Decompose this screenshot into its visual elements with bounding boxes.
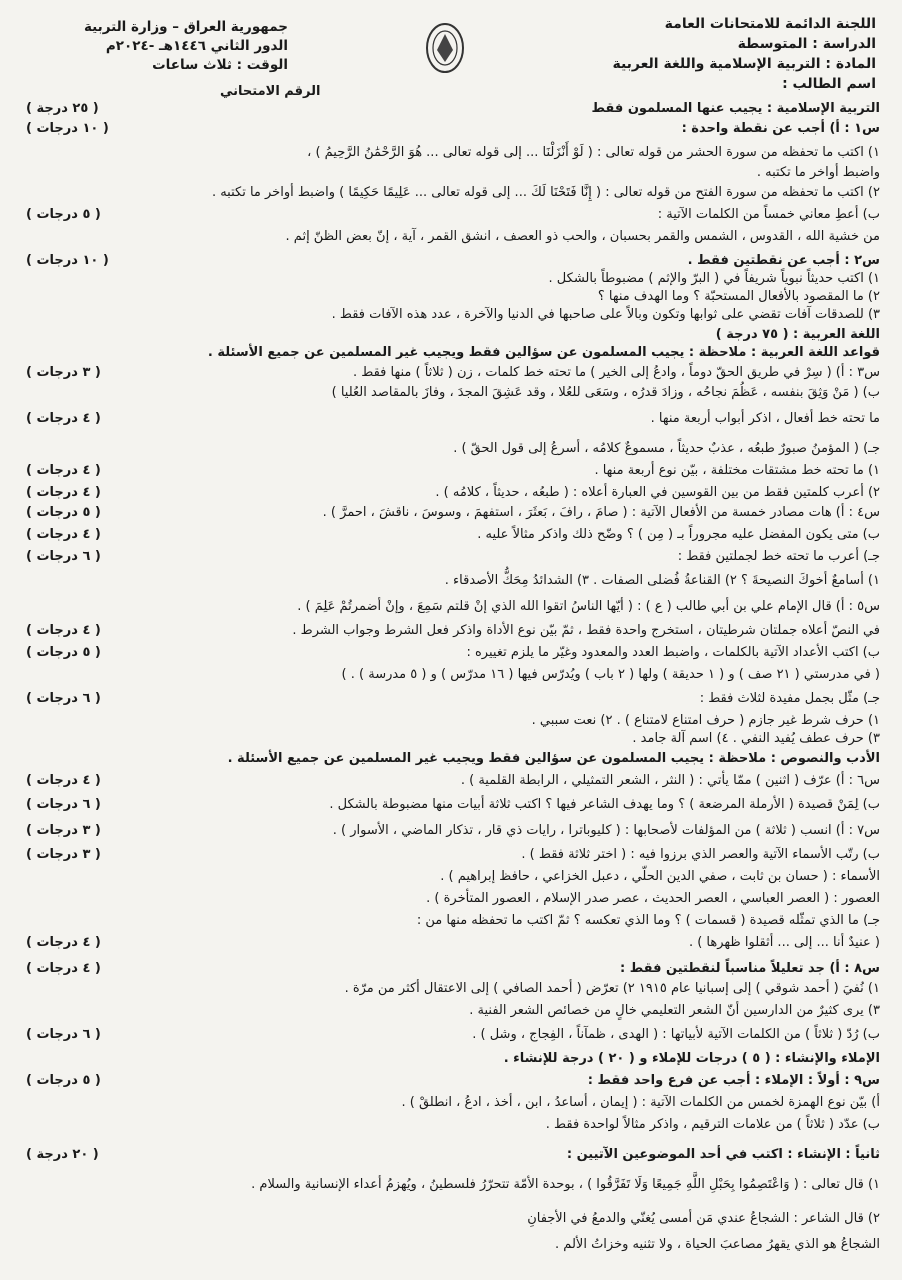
question-text: جـ) ما الذي تمثّله قصيدة ( قسمات ) ؟ وما الذي تعكسه ؟ ثمّ اكتب ما تحفظه منها من : bbox=[416, 913, 880, 928]
question-text: س٧ : أ) انسب ( ثلاثة ) من المؤلفات لأصحابها : ( كليوباترا ، رايات ذي قار ، تذكار الماضي ، الأسوار ) . bbox=[332, 823, 880, 838]
question-text: ١) حرف شرط غير جازم ( حرف امتناع لامتناع ) . ٢) نعت سببي . bbox=[531, 713, 880, 728]
question-text: الشجاعُ هو الذي يقهرُ مصاعبَ الحياة ، ولا تثنيه وخزاتُ الألم . bbox=[555, 1237, 880, 1252]
question-text: ب) رتّب الأسماء الآتية والعصر الذي برزوا فيه : ( اختر ثلاثة فقط ) . bbox=[521, 847, 880, 862]
question-text: ٢) قال الشاعر : الشجاعُ عندي مَن أمسى يُغنّي والدمعُ في الأجفانِ bbox=[527, 1211, 880, 1226]
question-text: التربية الإسلامية : يجيب عنها المسلمون فقط bbox=[591, 101, 880, 116]
question-text: ١) اكتب ما تحفظه من سورة الحشر من قوله تعالى : ( لَوْ أَنْزَلْنَا ... إلى قوله تعالى ... هُوَ الرَّحْمَٰنُ الرَّحِيمُ ) ، bbox=[307, 145, 880, 160]
marks-label: ( ١٠ درجات ) bbox=[26, 253, 109, 268]
question-text: ب) متى يكون المفضل عليه مجروراً بـ ( مِن ) ؟ وضّح ذلك واذكر مثالاً عليه . bbox=[477, 527, 880, 542]
question-text: ١) ما تحته خط مشتقات مختلفة ، بيّن نوع أربعة منها . bbox=[594, 463, 880, 478]
question-text: ٢) ما المقصود بالأفعال المستحبّة ؟ وما الهدف منها ؟ bbox=[597, 289, 880, 304]
marks-label: ( ٤ درجات ) bbox=[26, 527, 101, 542]
header-left-line: جمهورية العراق – وزارة التربية bbox=[83, 19, 288, 35]
marks-label: ( ٤ درجات ) bbox=[26, 463, 101, 478]
header-right bbox=[576, 14, 876, 94]
marks-label: ( ٣ درجات ) bbox=[26, 823, 101, 838]
question-text: ثانياً : الإنشاء : اكتب في أحد الموضوعين الآتيين : bbox=[566, 1147, 880, 1162]
question-text: ب) أعطِ معاني خمساً من الكلمات الآتية : bbox=[657, 207, 880, 222]
marks-label: ( ٤ درجات ) bbox=[26, 773, 101, 788]
question-text: العصور : ( العصر العباسي ، العصر الحديث ، عصر صدر الإسلام ، العصور المتأخرة ) . bbox=[426, 891, 880, 906]
header-left bbox=[28, 18, 288, 75]
marks-label: ( ٥ درجات ) bbox=[26, 1073, 101, 1088]
question-text: واضبط أواخر ما تكتبه . bbox=[756, 165, 880, 180]
question-text: ٣) يرى كثيرٌ من الدارسين أنّ الشعر التعليمي خالٍ من خصائص الشعر الفنية . bbox=[469, 1003, 880, 1018]
question-text: س٨ : أ) جد تعليلاً مناسباً لنقطتين فقط : bbox=[620, 961, 880, 976]
question-text: ٢) أعرب كلمتين فقط من بين القوسين في العبارة أعلاه : ( طبعُه ، حديثاً ، كلامُه ) . bbox=[435, 485, 880, 500]
question-text: من خشية الله ، القدوس ، الشمس والقمر بحسبان ، والحب ذو العصف ، انشق القمر ، آية ، إنّ بعض الظنّ إثم . bbox=[285, 229, 880, 244]
question-text: ب) لِمَنْ قصيدة ( الأرملة المرضعة ) ؟ وما يهدف الشاعر فيها ؟ اكتب ثلاثة أبيات منها مضبوطة بالشكل . bbox=[329, 797, 880, 812]
question-text: ( في مدرستي ( ٢١ صف ) و ( ١ حديقة ) ولها ( ٢ باب ) ويُدرّس فيها ( ١٦ مدرّس ) و ( ٥ مدرسة ) . ) bbox=[341, 667, 880, 682]
question-text: جـ) مثّل بجمل مفيدة لثلاث فقط : bbox=[699, 691, 880, 706]
question-text: أ) بيّن نوع الهمزة لخمس من الكلمات الآتية : ( إيمان ، أساعدُ ، ابن ، أخذ ، ادعُ ، انطلقْ ) . bbox=[401, 1095, 880, 1110]
marks-label: ( ٤ درجات ) bbox=[26, 485, 101, 500]
question-text: ٢) اكتب ما تحفظه من سورة الفتح من قوله تعالى : ( إِنَّا فَتَحْنَا لَكَ ... إلى قوله تعالى ... عَلِيمًا حَكِيمًا ) واضبط أواخر ما تكتبه . bbox=[211, 185, 880, 200]
question-text: ١) اكتب حديثاً نبوياً شريفاً في ( البرّ والإثم ) مضبوطاً بالشكل . bbox=[548, 271, 880, 286]
question-text: س٤ : أ) هات مصادر خمسة من الأفعال الآتية : ( صامَ ، رافَ ، بَعثَرَ ، استفهمَ ، وسوسَ ، ناقشَ ، احمرَّ ) . bbox=[322, 505, 880, 520]
marks-label: ( ٦ درجات ) bbox=[26, 1027, 101, 1042]
question-text: جـ) أعرب ما تحته خط لجملتين فقط : bbox=[677, 549, 880, 564]
question-text: ٣) للصدقات آفات تقضي على ثوابها وتكون وبالاً على صاحبها في الدنيا والآخرة ، عدد هذه الآفات فقط . bbox=[331, 307, 880, 322]
question-text: س٢ : أجب عن نقطتين فقط . bbox=[687, 253, 880, 268]
header-left-line: الدور الثاني ١٤٤٦هـ -٢٠٢٤م bbox=[105, 38, 288, 54]
question-text: اللغة العربية : ( ٧٥ درجة ) bbox=[715, 327, 880, 342]
marks-label: ( ٤ درجات ) bbox=[26, 961, 101, 976]
question-text: قواعد اللغة العربية : ملاحظة : يجيب المسلمون عن سؤالين فقط ويجيب غير المسلمين عن جميع الأسئلة . bbox=[207, 345, 880, 360]
header-right-line: اسم الطالب : bbox=[782, 76, 876, 92]
question-text: الأسماء : ( حسان بن ثابت ، صفي الدين الحلّي ، دعبل الخزاعي ، حافظ إبراهيم ) . bbox=[440, 869, 880, 884]
marks-label: ( ٤ درجات ) bbox=[26, 623, 101, 638]
question-text: ٣) حرف عطف يُفيد النفي . ٤) اسم آلة جامد . bbox=[632, 731, 880, 746]
header-right-line: المادة : التربية الإسلامية واللغة العربية bbox=[612, 56, 876, 72]
marks-label: ( ٥ درجات ) bbox=[26, 645, 101, 660]
marks-label: ( ٤ درجات ) bbox=[26, 935, 101, 950]
question-text: س٩ : أولاً : الإملاء : أجب عن فرع واحد فقط : bbox=[587, 1073, 880, 1088]
marks-label: ( ٤ درجات ) bbox=[26, 411, 101, 426]
question-text: الإملاء والإنشاء : ( ٥ ) درجات للإملاء و ( ٢٠ ) درجة للإنشاء . bbox=[503, 1051, 880, 1066]
question-text: ما تحته خط أفعال ، اذكر أبواب أربعة منها . bbox=[650, 411, 880, 426]
question-text: س١ : أ) أجب عن نقطة واحدة : bbox=[681, 121, 880, 136]
question-text: في النصّ أعلاه جملتان شرطيتان ، استخرج واحدة فقط ، ثمّ بيّن نوع الأداة واذكر فعل الشرط وجواب الشرط . bbox=[292, 623, 880, 638]
header-left-line: الوقت : ثلاث ساعات bbox=[152, 57, 288, 73]
header-right-line: الدراسة : المتوسطة bbox=[737, 36, 876, 52]
question-text: ب) ( مَنْ وَثِقَ بنفسه ، عَظُمَ نجاحُه ، وزادَ قدرُه ، وسَعَى للعُلا ، وقد عَشِقَ المجدَ ، وفازَ بالمقاصد العُليا ) bbox=[331, 385, 880, 400]
question-text: ( عنيدٌ أنا ... إلى ... أثقلوا ظهرها ) . bbox=[688, 935, 880, 950]
exam-number-label: الرقم الامتحاني bbox=[220, 84, 321, 99]
ministry-emblem-icon bbox=[423, 20, 467, 76]
question-text: س٣ : أ) ( سِرْ في طريق الحقّ دوماً ، وادعُ إلى الخير ) ما تحته خط كلمات ، زن ( ثلاثاً ) منها فقط . bbox=[353, 365, 880, 380]
question-text: الأدب والنصوص : ملاحظة : يجيب المسلمون عن سؤالين فقط ويجيب غير المسلمين عن جميع الأسئلة . bbox=[227, 751, 880, 766]
marks-label: ( ٥ درجات ) bbox=[26, 505, 101, 520]
marks-label: ( ٥ درجات ) bbox=[26, 207, 101, 222]
question-text: ب) اكتب الأعداد الآتية بالكلمات ، واضبط العدد والمعدود وغيّر ما يلزم تغييره : bbox=[466, 645, 880, 660]
marks-label: ( ١٠ درجات ) bbox=[26, 121, 109, 136]
marks-label: ( ٦ درجات ) bbox=[26, 797, 101, 812]
question-text: ب) عدّد ( ثلاثاً ) من علامات الترقيم ، واذكر مثالاً لواحدة فقط . bbox=[545, 1117, 880, 1132]
header-right-line: اللجنة الدائمة للامتحانات العامة bbox=[664, 16, 876, 32]
question-text: ١) قال تعالى : ( وَاعْتَصِمُوا بِحَبْلِ اللَّهِ جَمِيعًا وَلَا تَفَرَّقُوا ) ، بوحدة الأمّة تتحرّرُ فلسطينُ ، ويُهزمُ أعداء الإنسانية والسلام . bbox=[251, 1177, 880, 1192]
question-text: جـ) ( المؤمنُ صبورٌ طبعُه ، عذبٌ حديثاً ، مسموعٌ كلامُه ، أسرعُ إلى قول الحقّ ) . bbox=[453, 441, 880, 456]
question-text: ب) رُدّ ( ثلاثاً ) من الكلمات الآتية لأبياتها : ( الهدى ، ظمآناً ، الفِجاج ، وشل ) . bbox=[472, 1027, 880, 1042]
question-text: ١) أسامعٌ أخوكَ النصيحةَ ؟ ٢) القناعةُ فُضلى الصفات . ٣) الشدائدُ مِحَكُّ الأصدقاء . bbox=[444, 573, 880, 588]
marks-label: ( ٢٠ درجة ) bbox=[26, 1147, 99, 1162]
marks-label: ( ٢٥ درجة ) bbox=[26, 101, 99, 116]
marks-label: ( ٦ درجات ) bbox=[26, 549, 101, 564]
question-text: ١) نُفيَ ( أحمد شوقي ) إلى إسبانيا عام ١٩١٥ ٢) تعرّض ( أحمد الصافي ) إلى الاعتقال أكثر من مرّة . bbox=[344, 981, 880, 996]
marks-label: ( ٣ درجات ) bbox=[26, 847, 101, 862]
question-text: س٦ : أ) عرّف ( اثنين ) ممّا يأتي : ( النثر ، الشعر التمثيلي ، الرابطة القلمية ) . bbox=[460, 773, 880, 788]
marks-label: ( ٣ درجات ) bbox=[26, 365, 101, 380]
question-text: س٥ : أ) قال الإمام علي بن أبي طالب ( ع ) : ( أيّها الناسُ اتقوا الله الذي إنْ قلتم سَمِعَ ، وإنْ أضمرتُمْ عَلِمَ ) . bbox=[297, 599, 880, 614]
marks-label: ( ٦ درجات ) bbox=[26, 691, 101, 706]
